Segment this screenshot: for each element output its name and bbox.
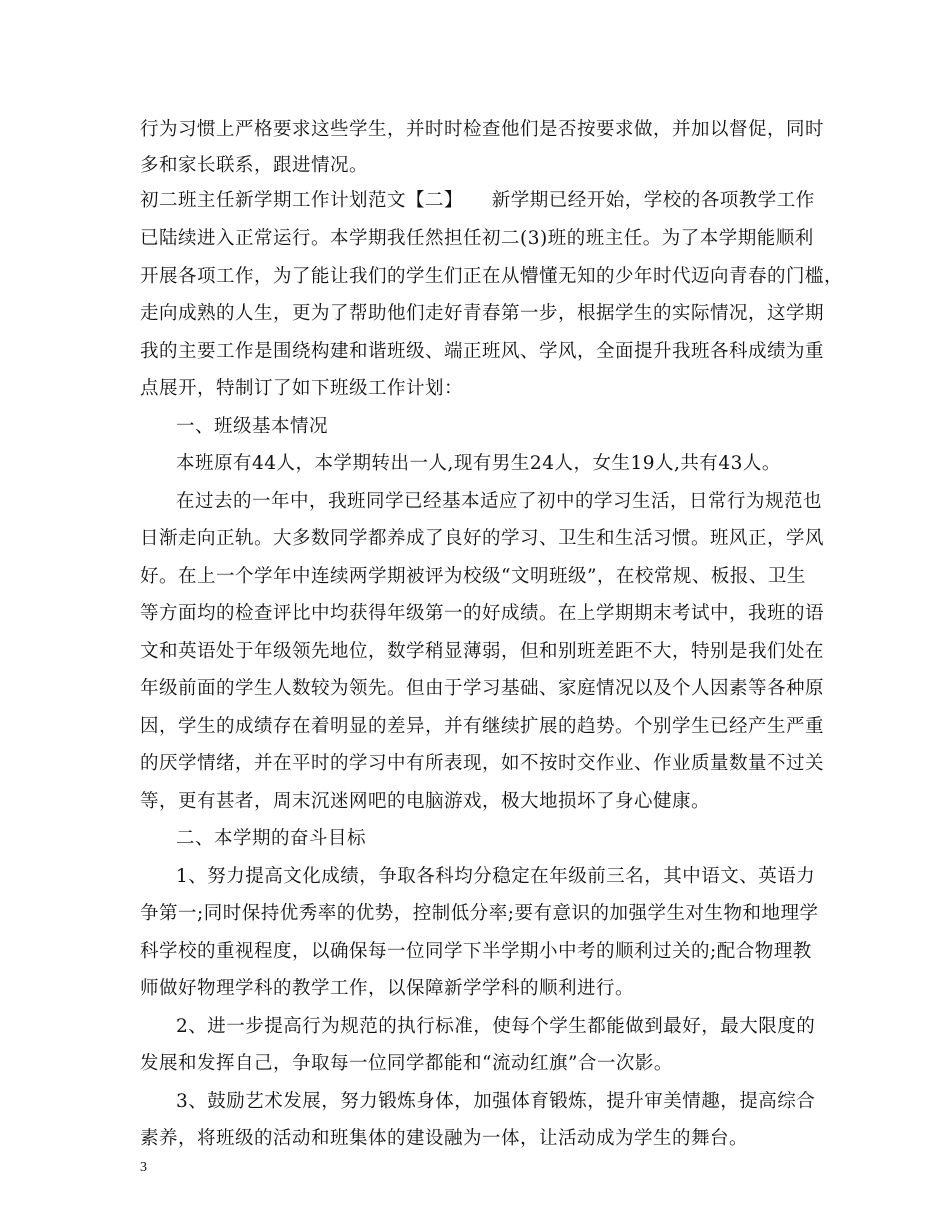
text-line: 多和家长联系，跟进情况。 xyxy=(140,155,369,176)
text-line: 我的主要工作是围绕构建和谐班级、端正班风、学风，全面提升我班各科成绩为重 xyxy=(140,341,825,362)
text-line: 文和英语处于年级领先地位，数学稍显薄弱，但和别班差距不大，特别是我们处在 xyxy=(140,641,825,662)
text-line: 年级前面的学生人数较为领先。但由于学习基础、家庭情况以及个人因素等各种原 xyxy=(140,678,825,699)
text-line: 发展和发挥自己，争取每一位同学都能和“流动红旗”合一次影。 xyxy=(140,1053,673,1074)
text-line: 师做好物理学科的教学工作，以保障新学学科的顺利进行。 xyxy=(140,978,635,999)
text-line: 因，学生的成绩存在着明显的差异，并有继续扩展的趋势。个别学生已经产生严重 xyxy=(140,716,825,737)
text-line: 日渐走向正轨。大多数同学都养成了良好的学习、卫生和生活习惯。班风正，学风 xyxy=(140,528,825,549)
text-line: 争第一;同时保持优秀率的优势，控制低分率;要有意识的加强学生对生物和地理学 xyxy=(140,903,819,924)
text-line: 行为习惯上严格要求这些学生，并时时检查他们是否按要求做，并加以督促，同时 xyxy=(140,119,825,140)
text-line: 点展开，特制订了如下班级工作计划： xyxy=(140,378,464,399)
text-line: 的厌学情绪，并在平时的学习中有所表现，如不按时交作业、作业质量数量不过关 xyxy=(140,753,825,774)
text-line: 2、进一步提高行为规范的执行标准，使每个学生都能做到最好，最大限度的 xyxy=(176,1016,816,1037)
text-line: 好。在上一个学年中连续两学期被评为校级“文明班级”，在校常规、板报、卫生 xyxy=(140,566,806,587)
text-line: 在过去的一年中，我班同学已经基本适应了初中的学习生活，日常行为规范也 xyxy=(176,491,823,512)
text-line: 已陆续进入正常运行。本学期我任然担任初二(3)班的班主任。为了本学期能顺利 xyxy=(140,228,814,249)
section-heading: 一、班级基本情况 xyxy=(176,416,329,437)
text-line: 走向成熟的人生，更为了帮助他们走好青春第一步，根据学生的实际情况，这学期 xyxy=(140,303,825,324)
section-heading-line: 初二班主任新学期工作计划范文【二】 新学期已经开始，学校的各项教学工作 xyxy=(140,190,815,211)
text-line: 1、努力提高文化成绩，争取各科均分稳定在年级前三名，其中语文、英语力 xyxy=(176,866,816,887)
text-line: 3、鼓励艺术发展，努力锻炼身体，加强体育锻炼，提升审美情趣，提高综合 xyxy=(176,1091,816,1112)
text-line: 素养，将班级的活动和班集体的建设融为一体，让活动成为学生的舞台。 xyxy=(140,1128,749,1149)
text-line: 等方面均的检查评比中均获得年级第一的好成绩。在上学期期末考试中，我班的语 xyxy=(140,603,825,624)
text-line: 等，更有甚者，周末沉迷网吧的电脑游戏，极大地损坏了身心健康。 xyxy=(140,791,711,812)
page-number: 3 xyxy=(140,1160,147,1175)
text-line: 开展各项工作，为了能让我们的学生们正在从懵懂无知的少年时代迈向青春的门槛， xyxy=(140,266,844,287)
text-line: 本班原有44人，本学期转出一人,现有男生24人，女生19人,共有43人。 xyxy=(176,453,781,474)
section-heading: 二、本学期的奋斗目标 xyxy=(176,828,367,849)
text-line: 科学校的重视程度，以确保每一位同学下半学期小中考的顺利过关的;配合物理教 xyxy=(140,941,812,962)
